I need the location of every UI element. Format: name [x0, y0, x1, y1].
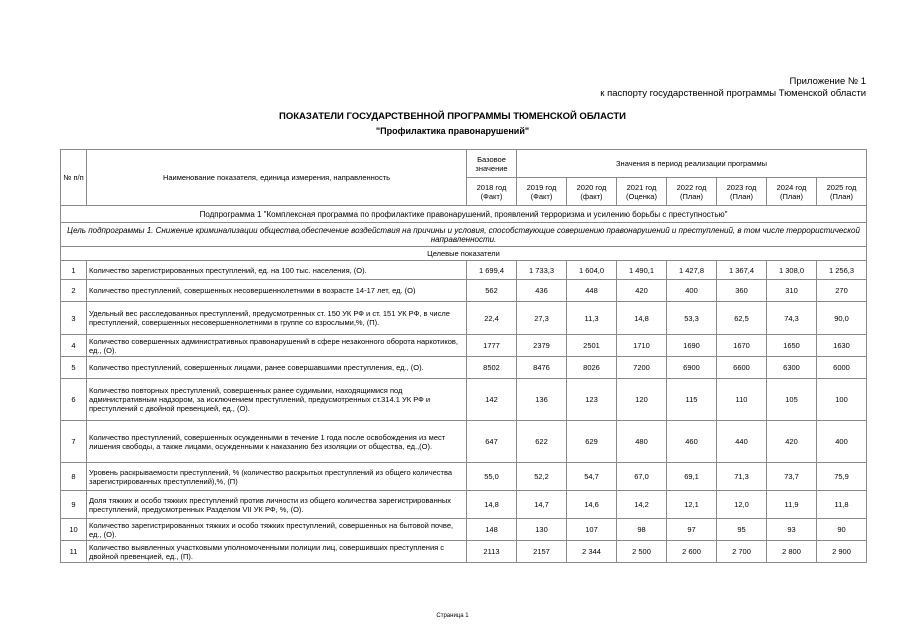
- indicator-value: 2 800: [767, 541, 817, 563]
- appendix-line-2: к паспорту государственной программы Тюменской области: [600, 88, 866, 99]
- indicator-value: 1 604,0: [567, 261, 617, 280]
- indicator-value: 6300: [767, 357, 817, 379]
- indicator-value: 6000: [817, 357, 867, 379]
- document-title: ПОКАЗАТЕЛИ ГОСУДАРСТВЕННОЙ ПРОГРАММЫ ТЮМЕНСКОЙ ОБЛАСТИ: [279, 111, 626, 122]
- header-year-7: [817, 178, 867, 206]
- indicator-value: 1777: [467, 335, 517, 357]
- table-row: [61, 463, 867, 491]
- row-number: 2: [61, 280, 87, 302]
- indicator-value: 1 490,1: [617, 261, 667, 280]
- indicator-value: 448: [567, 280, 617, 302]
- indicator-value: 54,7: [567, 463, 617, 491]
- indicator-value: 73,7: [767, 463, 817, 491]
- indicator-value: 14,8: [467, 491, 517, 519]
- indicator-value: 8476: [517, 357, 567, 379]
- indicator-value: 8502: [467, 357, 517, 379]
- indicator-value: 107: [567, 519, 617, 541]
- indicator-value: 62,5: [717, 302, 767, 335]
- indicator-value: 1 256,3: [817, 261, 867, 280]
- header-year-6: [767, 178, 817, 206]
- table-row: [61, 357, 867, 379]
- indicator-value: 75,9: [817, 463, 867, 491]
- header-base: Базовое значение: [467, 150, 517, 178]
- header-year-5: [717, 178, 767, 206]
- table-row: [61, 379, 867, 421]
- row-number: 4: [61, 335, 87, 357]
- table-row: [61, 421, 867, 463]
- indicator-name: Количество выявленных участковыми уполномоченными полиции лиц, совершивших преступления с двойной превенцией, ед., (П).: [87, 541, 467, 563]
- indicator-value: 95: [717, 519, 767, 541]
- indicator-value: 136: [517, 379, 567, 421]
- indicator-value: 2 344: [567, 541, 617, 563]
- header-year-label: 2023 год: [726, 182, 757, 192]
- indicator-value: 460: [667, 421, 717, 463]
- header-year-4: [667, 178, 717, 206]
- indicator-value: 420: [767, 421, 817, 463]
- row-number: 11: [61, 541, 87, 563]
- indicators-table: [60, 149, 867, 563]
- indicator-value: 2 600: [667, 541, 717, 563]
- header-year-type: (Факт): [480, 191, 503, 201]
- header-year-type: (План): [729, 191, 754, 201]
- indicator-value: 400: [817, 421, 867, 463]
- indicator-value: 647: [467, 421, 517, 463]
- indicator-value: 69,1: [667, 463, 717, 491]
- indicator-value: 1630: [817, 335, 867, 357]
- row-number: 10: [61, 519, 87, 541]
- header-year-type: (Оценка): [626, 191, 657, 201]
- indicator-value: 1 427,8: [667, 261, 717, 280]
- indicator-value: 2157: [517, 541, 567, 563]
- indicator-value: 1670: [717, 335, 767, 357]
- indicator-value: 27,3: [517, 302, 567, 335]
- header-year-label: 2021 год: [626, 182, 657, 192]
- row-number: 6: [61, 379, 87, 421]
- indicator-value: 310: [767, 280, 817, 302]
- indicator-value: 74,3: [767, 302, 817, 335]
- table-row: [61, 261, 867, 280]
- indicator-value: 55,0: [467, 463, 517, 491]
- header-year-label: 2019 год: [526, 182, 557, 192]
- indicator-value: 440: [717, 421, 767, 463]
- indicator-value: 100: [817, 379, 867, 421]
- table-row: [61, 519, 867, 541]
- header-num: № п/п: [61, 150, 87, 206]
- indicator-value: 360: [717, 280, 767, 302]
- indicator-value: 400: [667, 280, 717, 302]
- indicator-value: 97: [667, 519, 717, 541]
- row-number: 1: [61, 261, 87, 280]
- indicator-value: 622: [517, 421, 567, 463]
- indicator-value: 6600: [717, 357, 767, 379]
- header-year-label: 2025 год: [826, 182, 857, 192]
- header-year-label: 2020 год: [576, 182, 607, 192]
- indicator-value: 1 308,0: [767, 261, 817, 280]
- indicator-value: 115: [667, 379, 717, 421]
- indicator-name: Количество повторных преступлений, совершенных ранее судимыми, находящимися под административным надзором, за исключением преступлений, предусмотренных ст.314.1 УК РФ и преступлений с двойной превенцией, ед., (О).: [87, 379, 467, 421]
- indicator-name: Уровень раскрываемости преступлений, % (количество раскрытых преступлений из общего количества зарегистрированных преступлений),%, (П): [87, 463, 467, 491]
- indicator-value: 52,2: [517, 463, 567, 491]
- indicator-value: 2113: [467, 541, 517, 563]
- indicator-value: 8026: [567, 357, 617, 379]
- row-number: 3: [61, 302, 87, 335]
- header-year-label: 2018 год: [476, 182, 507, 192]
- subprogram-title: Подпрограмма 1 "Комплексная программа по профилактике правонарушений, проявлений терроризма и усилению борьбы с преступностью": [61, 206, 867, 223]
- header-year-type: (факт): [580, 191, 603, 201]
- indicator-value: 436: [517, 280, 567, 302]
- row-number: 9: [61, 491, 87, 519]
- table-row: [61, 541, 867, 563]
- indicator-value: 1710: [617, 335, 667, 357]
- table-row: [61, 491, 867, 519]
- header-year-type: (План): [679, 191, 704, 201]
- indicator-name: Количество преступлений, совершенных лицами, ранее совершавшими преступления, ед., (О).: [87, 357, 467, 379]
- indicator-value: 6900: [667, 357, 717, 379]
- indicator-value: 120: [617, 379, 667, 421]
- indicator-value: 11,3: [567, 302, 617, 335]
- indicator-value: 14,7: [517, 491, 567, 519]
- header-year-label: 2022 год: [676, 182, 707, 192]
- indicator-value: 2379: [517, 335, 567, 357]
- header-period: Значения в период реализации программы: [517, 150, 867, 178]
- header-name: Наименование показателя, единица измерения, направленность: [87, 150, 467, 206]
- indicator-value: 90,0: [817, 302, 867, 335]
- indicator-value: 12,1: [667, 491, 717, 519]
- indicator-name: Удельный вес расследованных преступлений, предусмотренных ст. 150 УК РФ и ст. 151 УК РФ, в числе преступлений, совершенных несовершеннолетними в группе со взрослыми,%, (П).: [87, 302, 467, 335]
- header-year-0: [467, 178, 517, 206]
- indicator-value: 110: [717, 379, 767, 421]
- indicator-value: 14,8: [617, 302, 667, 335]
- header-year-3: [617, 178, 667, 206]
- indicator-value: 480: [617, 421, 667, 463]
- document-subtitle: "Профилактика правонарушений": [375, 126, 530, 136]
- indicator-value: 562: [467, 280, 517, 302]
- indicator-value: 1650: [767, 335, 817, 357]
- indicator-name: Количество преступлений, совершенных осужденными в течение 1 года после освобождения из мест лишения свободы, а также лицами, осужденными к наказанию без изоляции от общества, ед.,(О).: [87, 421, 467, 463]
- indicator-value: 148: [467, 519, 517, 541]
- indicator-value: 11,9: [767, 491, 817, 519]
- page-footer: Страница 1: [436, 613, 469, 619]
- indicator-name: Количество зарегистрированных преступлений, ед. на 100 тыс. населения, (О).: [87, 261, 467, 280]
- header-year-type: (План): [779, 191, 804, 201]
- indicator-value: 53,3: [667, 302, 717, 335]
- indicator-value: 1 699,4: [467, 261, 517, 280]
- indicator-name: Количество зарегистрированных тяжких и особо тяжких преступлений, совершенных на бытовой почве, ед., (О).: [87, 519, 467, 541]
- indicator-value: 7200: [617, 357, 667, 379]
- indicator-value: 11,8: [817, 491, 867, 519]
- appendix-line-1: Приложение № 1: [789, 76, 866, 87]
- row-number: 5: [61, 357, 87, 379]
- indicator-value: 1690: [667, 335, 717, 357]
- indicator-value: 629: [567, 421, 617, 463]
- indicator-value: 123: [567, 379, 617, 421]
- row-number: 8: [61, 463, 87, 491]
- indicator-value: 2 700: [717, 541, 767, 563]
- indicator-value: 420: [617, 280, 667, 302]
- indicator-value: 2 500: [617, 541, 667, 563]
- indicator-name: Количество преступлений, совершенных несовершеннолетними в возрасте 14-17 лет, ед. (О): [87, 280, 467, 302]
- indicator-value: 14,2: [617, 491, 667, 519]
- indicator-value: 71,3: [717, 463, 767, 491]
- header-year-type: (Факт): [530, 191, 553, 201]
- targets-label: Целевые показатели: [61, 247, 867, 261]
- header-year-1: [517, 178, 567, 206]
- indicator-value: 1 367,4: [717, 261, 767, 280]
- table-row: [61, 302, 867, 335]
- indicator-name: Доля тяжких и особо тяжких преступлений против личности из общего количества зарегистрированных преступлений, предусмотренных Разделом VII УК РФ, %, (О).: [87, 491, 467, 519]
- indicator-value: 130: [517, 519, 567, 541]
- indicator-value: 90: [817, 519, 867, 541]
- appendix-note: [600, 76, 866, 100]
- indicator-value: 12,0: [717, 491, 767, 519]
- header-year-2: [567, 178, 617, 206]
- indicator-value: 142: [467, 379, 517, 421]
- header-year-type: (План): [829, 191, 854, 201]
- row-number: 7: [61, 421, 87, 463]
- indicator-value: 1 733,3: [517, 261, 567, 280]
- indicator-value: 98: [617, 519, 667, 541]
- indicator-value: 14,6: [567, 491, 617, 519]
- header-year-label: 2024 год: [776, 182, 807, 192]
- indicator-value: 93: [767, 519, 817, 541]
- table-row: [61, 335, 867, 357]
- indicator-value: 2501: [567, 335, 617, 357]
- indicator-value: 270: [817, 280, 867, 302]
- indicator-value: 2 900: [817, 541, 867, 563]
- table-row: [61, 280, 867, 302]
- indicator-value: 67,0: [617, 463, 667, 491]
- indicator-value: 22,4: [467, 302, 517, 335]
- subprogram-goal: Цель подпрограммы 1. Снижение криминализации общества,обеспечение воздействия на причины и условия, способствующие совершению правонарушений и преступлений, в том числе террористической направленности.: [61, 223, 867, 247]
- indicator-value: 105: [767, 379, 817, 421]
- indicator-name: Количество совершенных административных правонарушений в сфере незаконного оборота наркотиков, ед., (О).: [87, 335, 467, 357]
